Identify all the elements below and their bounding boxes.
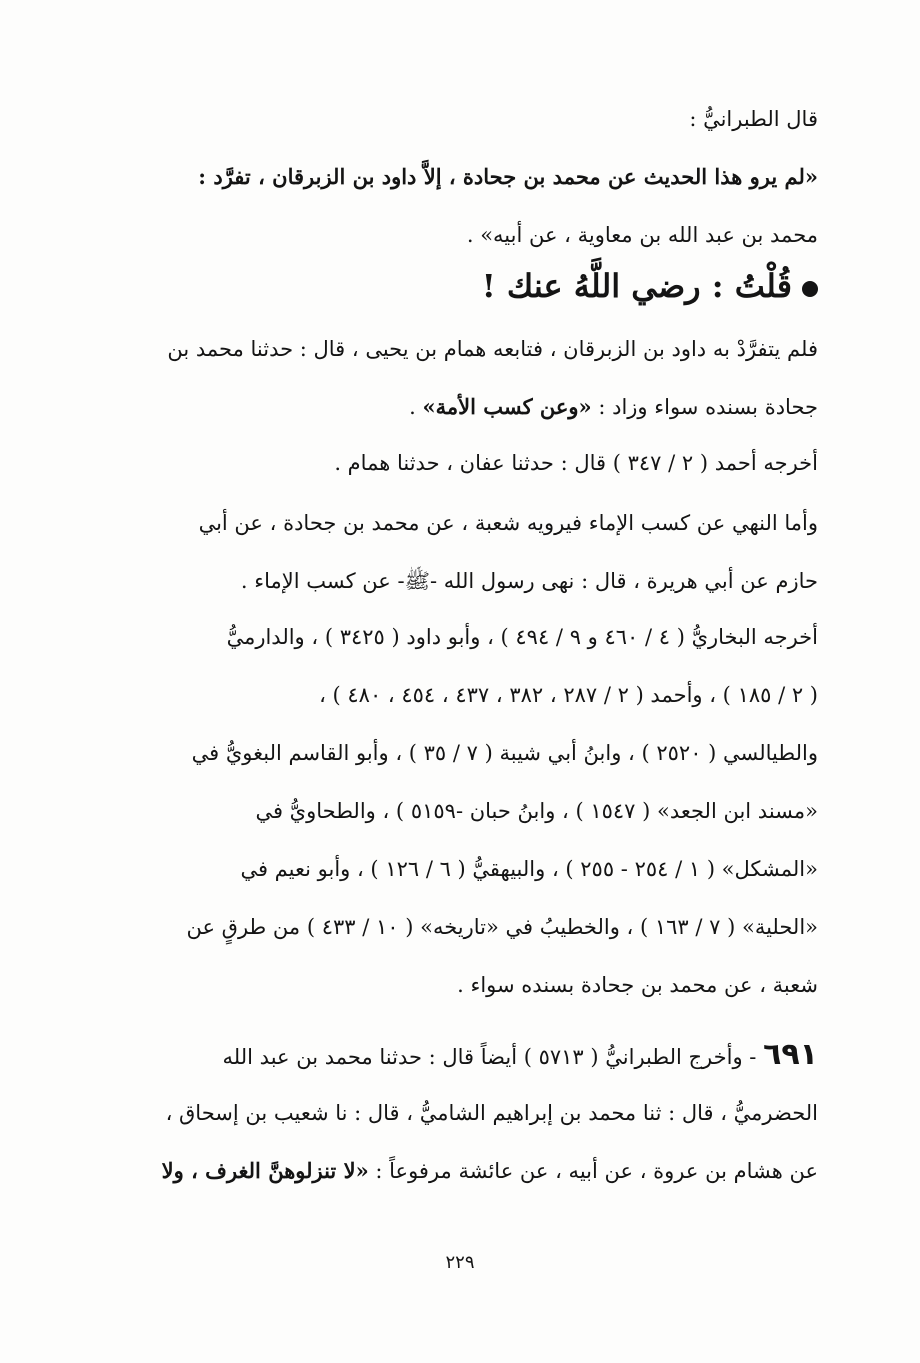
paragraph-takhrij-bukhari (102, 608, 818, 1014)
text-line: ٦٩١ - وأخرج الطبرانيُّ ( ٥٧١٣ ) أيضاً قال : حدثنا محمد بن عبد الله (222, 1037, 818, 1072)
text-line: والطيالسي ( ٢٥٢٠ ) ، وابنُ أبي شيبة ( ٧ / ٣٥ ) ، وأبو القاسم البغويُّ في (191, 741, 818, 765)
bold-quote: «وعن كسب الأمة» (422, 394, 592, 419)
text-line: فلم يتفرَّدْ به داود بن الزبرقان ، فتابعه همام بن يحيى ، قال : حدثنا محمد بن (167, 337, 818, 361)
text-line: «مسند ابن الجعد» ( ١٥٤٧ ) ، وابنُ حبان -٥١٥٩ ) ، والطحاويُّ في (255, 799, 818, 823)
tabarani-quote (102, 90, 818, 264)
text-line: «الحلية» ( ٧ / ١٦٣ ) ، والخطيبُ في «تاريخه» ( ١٠ / ٤٣٣ ) من طرقٍ عن (186, 915, 818, 939)
paragraph-mutaba (102, 320, 818, 436)
text-line: أخرجه أحمد ( ٢ / ٣٤٧ ) قال : حدثنا عفان ، حدثنا همام . (334, 451, 818, 475)
text-line: جحادة بسنده سواء وزاد : «وعن كسب الأمة» . (409, 394, 818, 419)
text-line: حازم عن أبي هريرة ، قال : نهى رسول الله -ﷺ- عن كسب الإماء . (240, 569, 818, 593)
text-line: أخرجه البخاريُّ ( ٤ / ٤٦٠ و ٩ / ٤٩٤ ) ، وأبو داود ( ٣٤٢٥ ) ، والدارميُّ (226, 625, 818, 649)
text-line: محمد بن عبد الله بن معاوية ، عن أبيه» . (466, 223, 818, 247)
text-line: ( ٢ / ١٨٥ ) ، وأحمد ( ٢ / ٢٨٧ ، ٣٨٢ ، ٤٣٧ ، ٤٥٤ ، ٤٨٠ ) ، (319, 683, 818, 707)
hadith-691 (102, 1026, 818, 1200)
text-line: شعبة ، عن محمد بن جحادة بسنده سواء . (457, 973, 818, 997)
text-line: عن هشام بن عروة ، عن أبيه ، عن عائشة مرفوعاً : «لا تنزلوهنَّ الغرف ، ولا (161, 1158, 818, 1183)
page-number: ٢٢٩ (445, 1252, 475, 1273)
bullet-icon (802, 281, 818, 297)
heading-text: قُلْتُ : رضي اللَّهُ عنك ! (481, 267, 792, 305)
bold-quote: «لا تنزلوهنَّ الغرف ، ولا (161, 1158, 369, 1183)
paragraph-takhrij-ahmad (102, 434, 818, 492)
text-line: «لم يرو هذا الحديث عن محمد بن جحادة ، إلاَّ داود بن الزبرقان ، تفرَّد : (198, 164, 818, 189)
paragraph-nahy (102, 494, 818, 610)
section-heading (102, 256, 818, 316)
text-line: وأما النهي عن كسب الإماء فيرويه شعبة ، عن محمد بن جحادة ، عن أبي (198, 511, 818, 535)
text-line: قال الطبرانيُّ : (689, 107, 818, 131)
text-line: «المشكل» ( ١ / ٢٥٤ - ٢٥٥ ) ، والبيهقيُّ ( ٦ / ١٢٦ ) ، وأبو نعيم في (240, 857, 818, 881)
text-line: الحضرميُّ ، قال : ثنا محمد بن إبراهيم الشاميُّ ، قال : نا شعيب بن إسحاق ، (165, 1101, 818, 1125)
hadith-number: ٦٩١ (763, 1037, 818, 1072)
